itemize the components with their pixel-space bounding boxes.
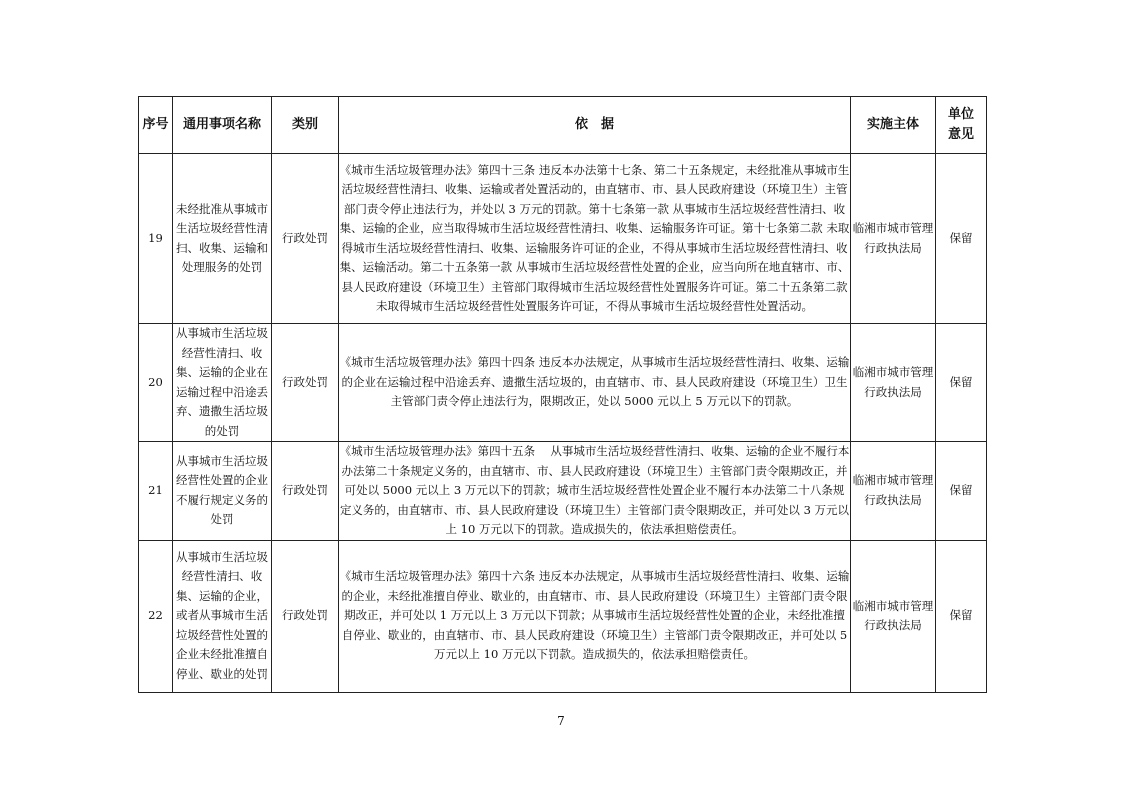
item-basis: 《城市生活垃圾管理办法》第四十四条 违反本办法规定，从事城市生活垃圾经营性清扫、收集、运输的企业在运输过程中沿途丢弃、遗撒生活垃圾的，由直辖市、市、县人民政府建设（环境卫生）卫生主管部门责令停止违法行为，限期改正，处以 5000 元以上 5 万元以下的罚款。 bbox=[339, 324, 851, 442]
regulation-table bbox=[138, 96, 987, 693]
item-category: 行政处罚 bbox=[272, 154, 339, 324]
item-category: 行政处罚 bbox=[272, 442, 339, 541]
item-subject: 临湘市城市管理行政执法局 bbox=[851, 442, 936, 541]
header-no: 序号 bbox=[139, 97, 173, 154]
item-subject: 临湘市城市管理行政执法局 bbox=[851, 324, 936, 442]
row-number: 21 bbox=[139, 442, 173, 541]
header-item-name: 通用事项名称 bbox=[173, 97, 272, 154]
item-category: 行政处罚 bbox=[272, 324, 339, 442]
table-row bbox=[139, 154, 987, 324]
row-number: 20 bbox=[139, 324, 173, 442]
item-subject: 临湘市城市管理行政执法局 bbox=[851, 540, 936, 692]
item-opinion: 保留 bbox=[936, 442, 987, 541]
item-name: 从事城市生活垃圾经营性清扫、收集、运输的企业，或者从事城市生活垃圾经营性处置的企业未经批准擅自停业、歇业的处罚 bbox=[173, 540, 272, 692]
item-category: 行政处罚 bbox=[272, 540, 339, 692]
item-opinion: 保留 bbox=[936, 540, 987, 692]
item-basis: 《城市生活垃圾管理办法》第四十五条 从事城市生活垃圾经营性清扫、收集、运输的企业不履行本办法第二十条规定义务的，由直辖市、市、县人民政府建设（环境卫生）主管部门责令限期改正，并可处以 5000 元以上 3 万元以下的罚款；城市生活垃圾经营性处置企业不履行本办法第二十八条规定义务的，由直辖市、市、县人民政府建设（环境卫生）主管部门责令限期改正，并可处以 3 万元以上 10 万元以下的罚款。造成损失的，依法承担赔偿责任。 bbox=[339, 442, 851, 541]
item-subject: 临湘市城市管理行政执法局 bbox=[851, 154, 936, 324]
row-number: 19 bbox=[139, 154, 173, 324]
item-name: 未经批准从事城市生活垃圾经营性清扫、收集、运输和处理服务的处罚 bbox=[173, 154, 272, 324]
table-row bbox=[139, 540, 987, 692]
item-basis: 《城市生活垃圾管理办法》第四十三条 违反本办法第十七条、第二十五条规定，未经批准从事城市生活垃圾经营性清扫、收集、运输或者处置活动的，由直辖市、市、县人民政府建设（环境卫生）主管部门责令停止违法行为，并处以 3 万元的罚款。第十七条第一款 从事城市生活垃圾经营性清扫、收集、运输的企业，应当取得城市生活垃圾经营性清扫、收集、运输服务许可证。第十七条第二款 未取得城市生活垃圾经营性清扫、收集、运输服务许可证的企业，不得从事城市生活垃圾经营性清扫、收集、运输活动。第二十五条第一款 从事城市生活垃圾经营性处置的企业，应当向所在地直辖市、市、县人民政府建设（环境卫生）主管部门取得城市生活垃圾经营性处置服务许可证。第二十五条第二款 未取得城市生活垃圾经营性处置服务许可证，不得从事城市生活垃圾经营性处置活动。 bbox=[339, 154, 851, 324]
item-basis: 《城市生活垃圾管理办法》第四十六条 违反本办法规定，从事城市生活垃圾经营性清扫、收集、运输的企业，未经批准擅自停业、歇业的，由直辖市、市、县人民政府建设（环境卫生）主管部门责令限期改正，并可处以 1 万元以上 3 万元以下罚款；从事城市生活垃圾经营性处置的企业，未经批准擅自停业、歇业的，由直辖市、市、县人民政府建设（环境卫生）主管部门责令限期改正，并可处以 5 万元以上 10 万元以下罚款。造成损失的，依法承担赔偿责任。 bbox=[339, 540, 851, 692]
item-name: 从事城市生活垃圾经营性处置的企业不履行规定义务的处罚 bbox=[173, 442, 272, 541]
header-row bbox=[139, 97, 987, 154]
header-basis: 依 据 bbox=[339, 97, 851, 154]
table-row bbox=[139, 442, 987, 541]
item-opinion: 保留 bbox=[936, 324, 987, 442]
item-name: 从事城市生活垃圾经营性清扫、收集、运输的企业在运输过程中沿途丢弃、遗撒生活垃圾的处罚 bbox=[173, 324, 272, 442]
item-opinion: 保留 bbox=[936, 154, 987, 324]
table-row bbox=[139, 324, 987, 442]
page-number: 7 bbox=[557, 714, 565, 728]
header-category: 类别 bbox=[272, 97, 339, 154]
row-number: 22 bbox=[139, 540, 173, 692]
header-subject: 实施主体 bbox=[851, 97, 936, 154]
header-opinion: 单位意见 bbox=[936, 97, 987, 154]
